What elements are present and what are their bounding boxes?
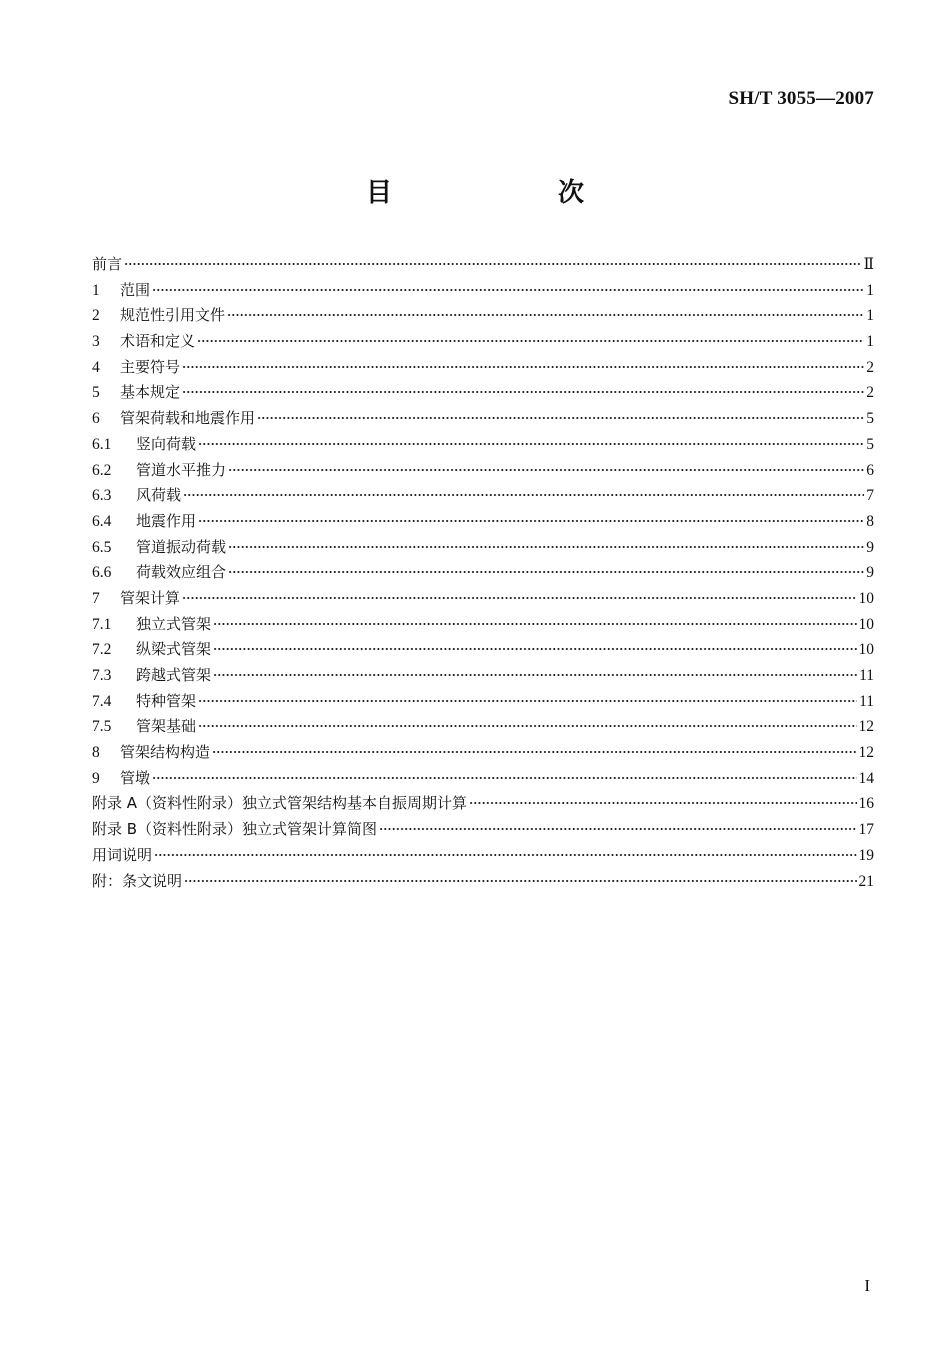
toc-entry-page: 11 [859,692,874,710]
toc-entry-label: 附：条文说明 [92,871,183,890]
toc-entry[interactable] [92,355,874,381]
dot-leader [183,493,864,497]
toc-entry-label: 管架计算 [120,588,181,607]
dot-leader [213,673,857,677]
toc-entry-number: 7.2 [92,641,112,659]
dot-leader [152,288,864,292]
toc-entry-number: 7 [92,589,100,607]
toc-entry-number: 6.1 [92,435,112,453]
toc-entry[interactable] [92,586,874,612]
toc-entry-page: Ⅱ [863,256,874,273]
toc-entry-label: 管道水平推力 [136,460,227,479]
toc-entry[interactable] [92,869,874,895]
toc-entry-page: 2 [866,358,874,376]
toc-entry-page: 10 [858,641,874,659]
dot-leader [212,750,856,754]
toc-entry-page: 10 [858,615,874,633]
toc-entry-number: 3 [92,333,100,351]
toc-entry[interactable] [92,483,874,509]
toc-entry-page: 5 [866,435,874,453]
toc-entry[interactable] [92,380,874,406]
toc-entry-page: 7 [866,487,874,505]
page-number: I [864,1276,870,1295]
dot-leader [228,570,864,574]
toc-entry-number: 7.4 [92,692,112,710]
toc-entry[interactable] [92,637,874,663]
toc-entry[interactable] [92,817,874,843]
toc-entry-number: 6.6 [92,564,112,582]
toc-entry-label: 前言 [92,255,123,273]
toc-entry-label: 管架基础 [136,717,197,736]
toc-entry-page: 10 [858,589,874,607]
toc-entry-number: 6.3 [92,487,112,505]
toc-entry-label: 范围 [120,280,151,299]
toc-entry-label: 主要符号 [120,357,181,376]
toc-entry-label: 荷载效应组合 [136,563,227,582]
toc-entry-page: 2 [866,384,874,402]
toc-entry-page: 9 [866,564,874,582]
toc-entry-label: 竖向荷载 [136,434,197,453]
toc-entry-label: 术语和定义 [120,332,196,351]
toc-entry-page: 6 [866,461,874,479]
toc-entry-page: 12 [858,718,874,736]
toc-entry[interactable] [92,278,874,304]
toc-entry-label: 附录 A（资料性附录）独立式管架结构基本自振周期计算 [92,794,468,813]
dot-leader [228,545,864,549]
toc-entry[interactable] [92,843,874,869]
table-of-contents [92,252,874,894]
toc-entry[interactable] [92,791,874,817]
toc-entry-number: 6 [92,410,100,428]
dot-leader [379,827,856,831]
toc-entry[interactable] [92,509,874,535]
dot-leader [124,262,861,266]
dot-leader [154,853,856,857]
toc-entry[interactable] [92,432,874,458]
toc-entry-label: 附录 B（资料性附录）独立式管架计算简图 [92,820,378,839]
toc-entry-page: 16 [858,795,874,813]
toc-entry[interactable] [92,689,874,715]
toc-entry-page: 21 [858,872,874,890]
toc-entry-number: 6.4 [92,512,112,530]
toc-entry[interactable] [92,329,874,355]
toc-entry[interactable] [92,663,874,689]
toc-entry-number: 4 [92,358,100,376]
toc-entry-page: 17 [858,821,874,839]
toc-entry[interactable] [92,740,874,766]
dot-leader [198,519,864,523]
dot-leader [182,365,864,369]
dot-leader [198,699,857,703]
toc-entry-number: 7.5 [92,718,112,736]
toc-entry-number: 5 [92,384,100,402]
toc-entry-label: 特种管架 [136,691,197,710]
toc-entry-label: 独立式管架 [136,614,212,633]
toc-entry-page: 1 [866,333,874,351]
toc-entry-label: 地震作用 [136,511,197,530]
dot-leader [198,724,856,728]
toc-entry[interactable] [92,714,874,740]
dot-leader [228,468,864,472]
toc-entry-label: 用词说明 [92,845,153,864]
dot-leader [213,622,856,626]
dot-leader [197,339,864,343]
toc-entry[interactable] [92,612,874,638]
toc-entry-page: 12 [858,744,874,762]
toc-entry-page: 8 [866,512,874,530]
toc-entry-page: 1 [866,281,874,299]
dot-leader [227,313,864,317]
toc-entry-page: 5 [866,410,874,428]
toc-entry-page: 19 [858,846,874,864]
toc-entry-label: 管架结构构造 [120,743,211,762]
standard-code: SH/T 3055—2007 [728,88,874,109]
toc-entry-label: 管架荷载和地震作用 [120,409,256,428]
toc-entry[interactable] [92,766,874,792]
toc-entry-label: 风荷载 [136,486,182,505]
toc-entry[interactable] [92,535,874,561]
dot-leader [182,596,856,600]
toc-entry-label: 管道振动荷载 [136,537,227,556]
dot-leader [184,879,856,883]
toc-entry-label: 管墩 [120,768,151,787]
toc-entry-number: 6.5 [92,538,112,556]
toc-title: 目 次 [365,178,654,208]
toc-entry-number: 2 [92,307,100,325]
toc-entry-number: 8 [92,744,100,762]
toc-entry[interactable] [92,303,874,329]
toc-entry[interactable] [92,458,874,484]
toc-entry[interactable] [92,560,874,586]
toc-entry-page: 14 [858,769,874,787]
toc-entry-number: 7.1 [92,615,112,633]
dot-leader [182,390,864,394]
toc-entry-number: 6.2 [92,461,112,479]
toc-entry[interactable] [92,406,874,432]
toc-entry-number: 7.3 [92,667,112,684]
toc-entry[interactable] [92,252,874,278]
toc-entry-label: 纵梁式管架 [136,640,212,659]
toc-entry-page: 1 [866,307,874,325]
toc-entry-label: 基本规定 [120,383,181,402]
toc-entry-label: 规范性引用文件 [120,306,226,325]
toc-entry-number: 1 [92,281,100,299]
dot-leader [469,801,856,805]
toc-entry-page: 11 [859,667,874,684]
dot-leader [213,647,856,651]
dot-leader [257,416,864,420]
dot-leader [152,776,856,780]
toc-entry-page: 9 [866,538,874,556]
toc-entry-number: 9 [92,769,100,787]
toc-entry-label: 跨越式管架 [136,666,212,684]
dot-leader [198,442,864,446]
